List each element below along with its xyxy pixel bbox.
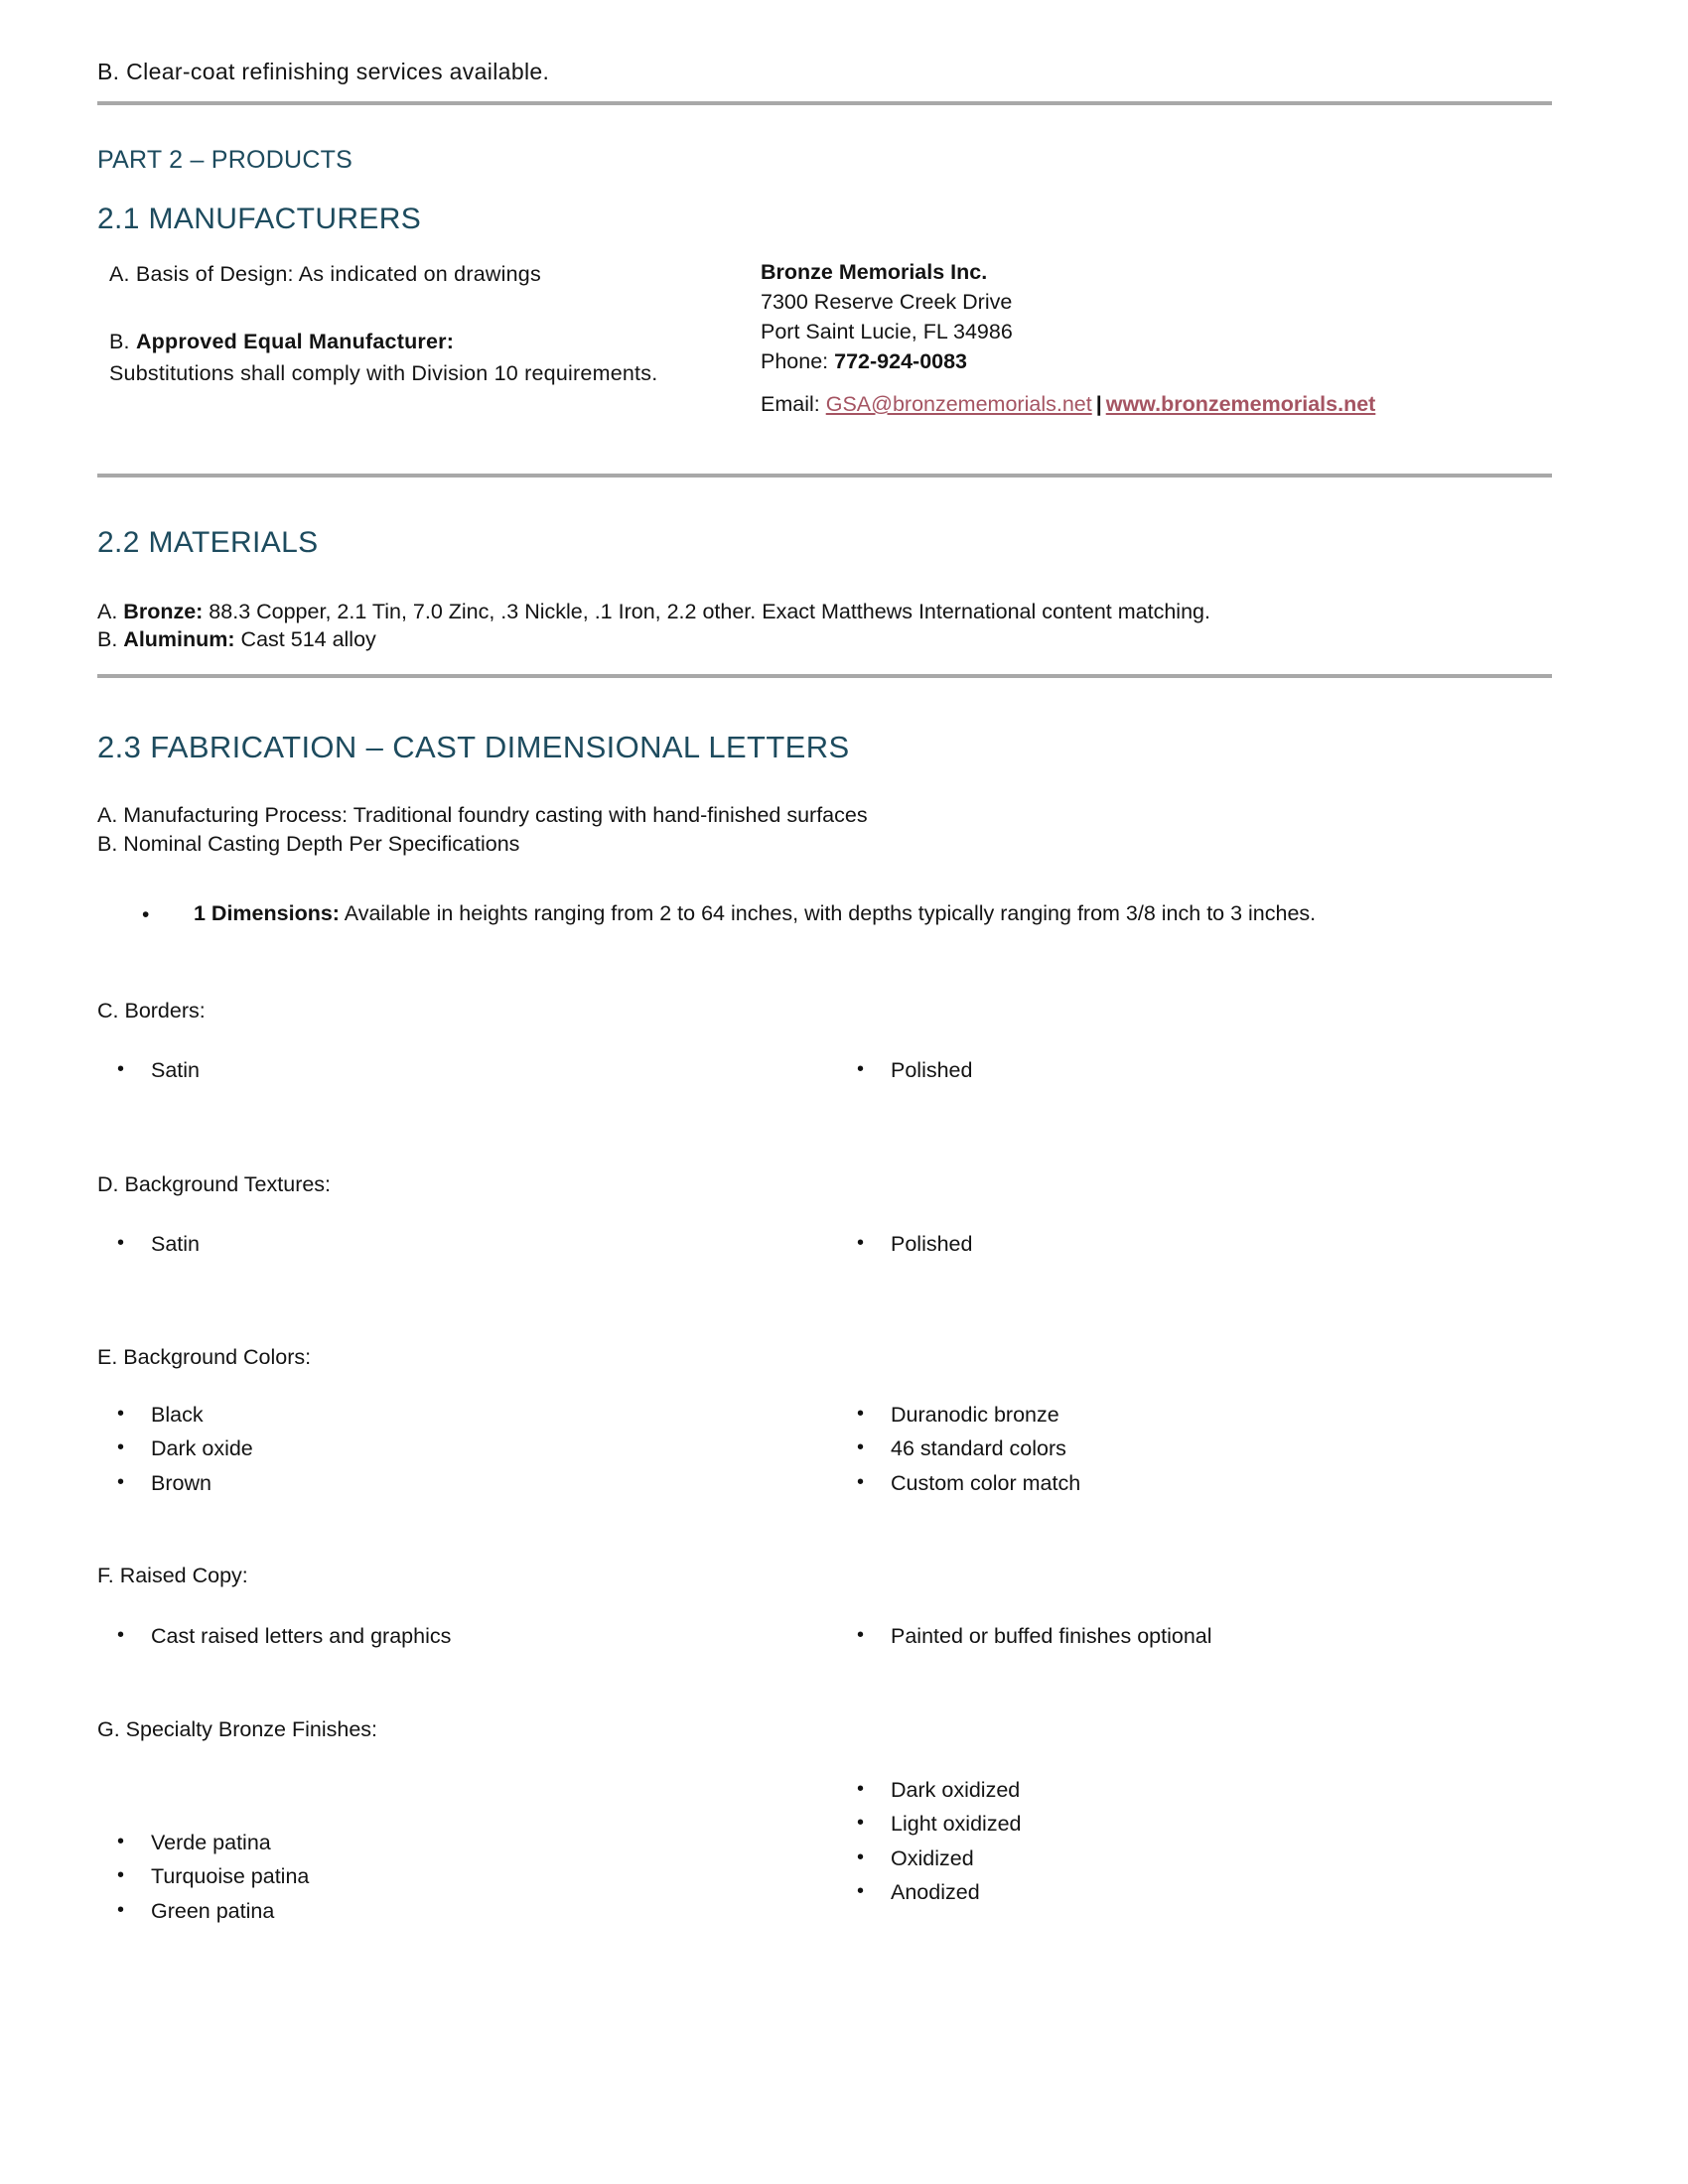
section-heading-materials: 2.2 MATERIALS	[97, 525, 319, 559]
borders-right-column	[824, 1057, 1551, 1094]
dimensions-text	[194, 901, 1316, 928]
aluminum-label: Aluminum:	[123, 627, 235, 652]
background-textures-left-column	[97, 1234, 824, 1268]
list-item: • Brown	[97, 1473, 824, 1495]
raised-copy-right-column	[824, 1626, 1551, 1660]
list-item: • Dark oxidized	[837, 1780, 1564, 1802]
specialty-finishes-label: G. Specialty Bronze Finishes:	[97, 1716, 378, 1741]
section-heading-manufacturers: 2.1 MANUFACTURERS	[97, 202, 422, 235]
dimensions-bullet-row	[97, 901, 1609, 928]
borders-left-list	[97, 1057, 824, 1082]
company-name: Bronze Memorials Inc.	[761, 259, 988, 284]
company-phone	[761, 349, 1609, 374]
borders-lists	[97, 1057, 1609, 1094]
list-item: • Polished	[837, 1060, 1551, 1082]
dimensions-value: Available in heights ranging from 2 to 64 inches, with depths typically ranging from 3/8 inch to 3 inches.	[339, 900, 1317, 925]
specialty-finishes-left-column	[97, 1742, 824, 1936]
background-textures-right-list	[837, 1234, 1551, 1256]
list-item: • Cast raised letters and graphics	[97, 1626, 824, 1648]
divider-after-materials	[97, 674, 1552, 678]
borders-right-list	[837, 1057, 1551, 1082]
bullet-icon: •	[142, 902, 150, 926]
email-label: Email:	[761, 391, 826, 416]
manufacturers-left-column	[97, 260, 753, 417]
list-item: • Painted or buffed finishes optional	[837, 1626, 1551, 1648]
raised-copy-lists	[97, 1626, 1609, 1660]
specialty-finishes-right-list	[837, 1777, 1564, 1905]
bronze-prefix: A.	[97, 599, 124, 623]
bronze-value: 88.3 Copper, 2.1 Tin, 7.0 Zinc, .3 Nickle, .1 Iron, 2.2 other. Exact Matthews International content matching.	[203, 599, 1210, 623]
manufacturing-process-line: A. Manufacturing Process: Traditional foundry casting with hand-finished surfaces	[97, 803, 868, 827]
background-colors-lists	[97, 1402, 1609, 1508]
list-item: • 46 standard colors	[837, 1438, 1551, 1460]
company-email-website-line	[761, 392, 1609, 417]
raised-copy-left-column	[97, 1626, 824, 1660]
basis-of-design-line: A. Basis of Design: As indicated on drawings	[109, 261, 541, 286]
raised-copy-left-list	[97, 1626, 824, 1648]
approved-equal-prefix: B.	[109, 329, 136, 353]
divider-after-manufacturers	[97, 474, 1552, 478]
list-item: • Duranodic bronze	[837, 1405, 1551, 1427]
specialty-finishes-right-column	[824, 1742, 1564, 1936]
materials-block	[97, 598, 1609, 654]
background-colors-left-list	[97, 1402, 824, 1495]
company-street: 7300 Reserve Creek Drive	[761, 289, 1013, 314]
approved-equal-line	[109, 328, 753, 356]
divider-top	[97, 101, 1552, 105]
list-item: • Polished	[837, 1234, 1551, 1256]
borders-label: C. Borders:	[97, 998, 206, 1023]
aluminum-value: Cast 514 alloy	[234, 627, 376, 652]
background-textures-right-column	[824, 1234, 1551, 1268]
list-item: • Satin	[97, 1234, 824, 1256]
list-item: • Dark oxide	[97, 1438, 824, 1460]
material-aluminum-line	[97, 625, 1609, 654]
manufacturers-row	[97, 260, 1609, 417]
manufacturers-contact-block	[753, 260, 1609, 417]
background-textures-label: D. Background Textures:	[97, 1172, 332, 1197]
list-item: • Green patina	[97, 1901, 824, 1923]
part-heading: PART 2 – PRODUCTS	[97, 145, 353, 174]
list-item: • Turquoise patina	[97, 1866, 824, 1888]
email-link[interactable]: GSA@bronzememorials.net	[825, 391, 1092, 416]
background-colors-label: E. Background Colors:	[97, 1344, 312, 1369]
background-textures-left-list	[97, 1234, 824, 1256]
list-item: • Custom color match	[837, 1473, 1551, 1495]
approved-equal-label: Approved Equal Manufacturer:	[135, 329, 455, 353]
substitutions-line: Substitutions shall comply with Division 10 requirements.	[109, 361, 658, 386]
background-textures-lists	[97, 1234, 1609, 1268]
list-item: • Oxidized	[837, 1848, 1564, 1870]
borders-left-column	[97, 1057, 824, 1094]
list-item: • Anodized	[837, 1882, 1564, 1904]
company-city-state-zip: Port Saint Lucie, FL 34986	[761, 319, 1013, 343]
fabrication-intro	[97, 801, 1609, 859]
casting-depth-line: B. Nominal Casting Depth Per Specifications	[97, 831, 520, 856]
list-item: • Light oxidized	[837, 1814, 1564, 1836]
phone-number: 772-924-0083	[834, 348, 968, 373]
background-colors-right-column	[824, 1402, 1551, 1508]
list-item: • Verde patina	[97, 1833, 824, 1854]
list-item: • Black	[97, 1405, 824, 1427]
link-separator: |	[1095, 391, 1102, 416]
raised-copy-right-list	[837, 1626, 1551, 1648]
aluminum-prefix: B.	[97, 627, 124, 652]
background-colors-left-column	[97, 1402, 824, 1508]
specialty-finishes-lists	[97, 1742, 1609, 1936]
list-item: • Satin	[97, 1060, 824, 1082]
material-bronze-line	[97, 598, 1609, 626]
clear-coat-note: B. Clear-coat refinishing services available.	[97, 59, 550, 84]
raised-copy-label: F. Raised Copy:	[97, 1564, 248, 1588]
website-link[interactable]: www.bronzememorials.net	[1105, 391, 1376, 416]
specialty-finishes-left-list	[97, 1830, 824, 1923]
bronze-label: Bronze:	[123, 599, 204, 623]
phone-label: Phone:	[761, 348, 835, 373]
section-heading-fabrication: 2.3 FABRICATION – CAST DIMENSIONAL LETTERS	[97, 730, 850, 764]
background-colors-right-list	[837, 1402, 1551, 1495]
dimensions-label: 1 Dimensions:	[194, 900, 340, 925]
